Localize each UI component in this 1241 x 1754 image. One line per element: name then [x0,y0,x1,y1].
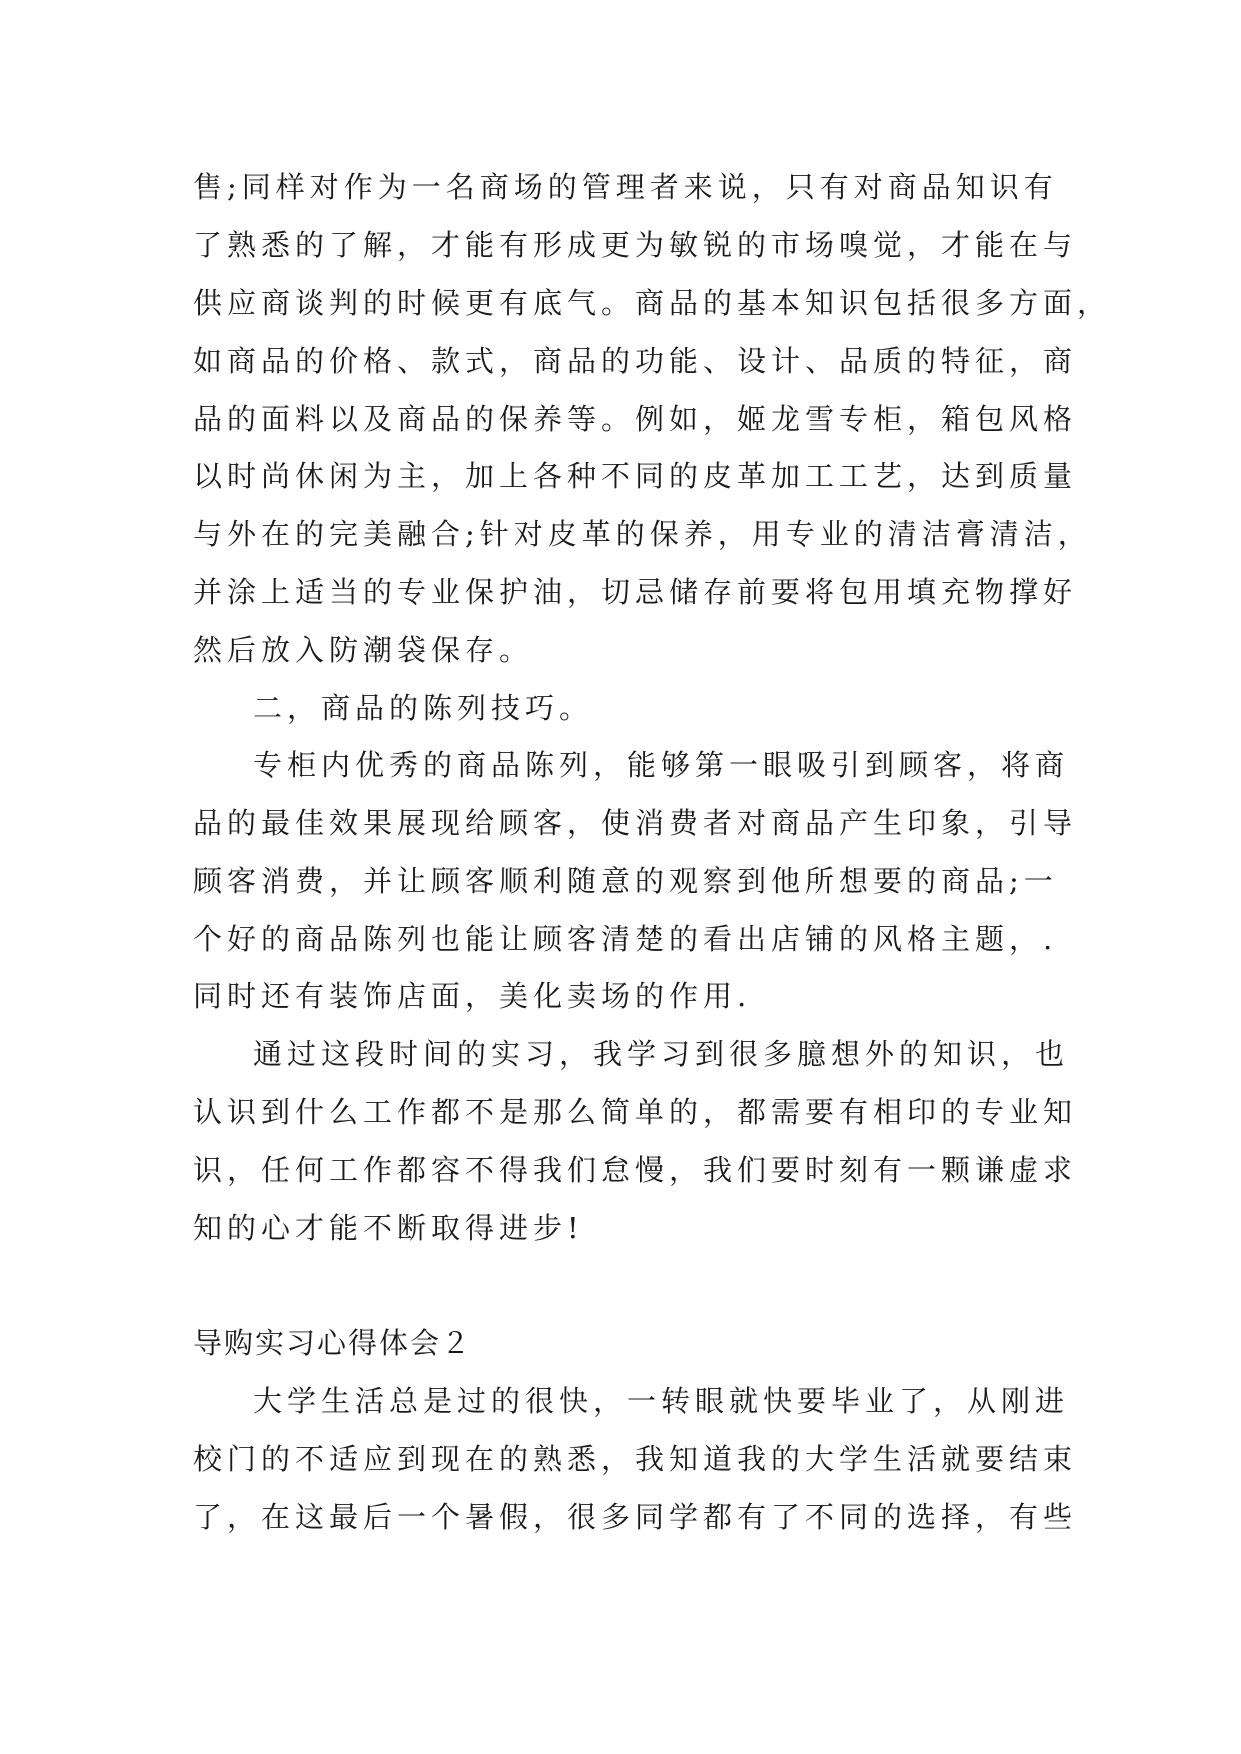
paragraph-line: 同时还有装饰店面，美化卖场的作用. [193,979,752,1013]
paragraph-line: 通过这段时间的实习，我学习到很多臆想外的知识，也 [253,1037,1070,1071]
paragraph-line: 知的心才能不断取得进步! [193,1211,584,1245]
section-heading: 二，商品的陈列技巧。 [253,691,594,725]
paragraph-line: 专柜内优秀的商品陈列，能够第一眼吸引到顾客，将商 [253,748,1070,782]
paragraph-line: 个好的商品陈列也能让顾客清楚的看出店铺的风格主题，. [193,922,1058,956]
paragraph-line: 校门的不适应到现在的熟悉，我知道我的大学生活就要结束 [193,1442,1078,1476]
article-title: 导购实习心得体会２ [193,1326,473,1360]
paragraph-line: 供应商谈判的时候更有底气。商品的基本知识包括很多方面， [193,286,1112,320]
paragraph-line: 并涂上适当的专业保护油，切忌储存前要将包用填充物撑好 [193,575,1078,609]
paragraph-line: 顾客消费，并让顾客顺利随意的观察到他所想要的商品;一 [193,864,1058,898]
paragraph-line: 大学生活总是过的很快，一转眼就快要毕业了，从刚进 [253,1384,1070,1418]
paragraph-line: 与外在的完美融合;针对皮革的保养，用专业的清洁膏清洁， [193,517,1092,551]
paragraph-line: 然后放入防潮袋保存。 [193,633,534,667]
paragraph-line: 品的面料以及商品的保养等。例如，姬龙雪专柜，箱包风格 [193,402,1078,436]
paragraph-line: 认识到什么工作都不是那么简单的，都需要有相印的专业知 [193,1095,1078,1129]
paragraph-line: 品的最佳效果展现给顾客，使消费者对商品产生印象，引导 [193,806,1078,840]
paragraph-line: 以时尚休闲为主，加上各种不同的皮革加工工艺，达到质量 [193,459,1078,493]
paragraph-line: 了熟悉的了解，才能有形成更为敏锐的市场嗅觉，才能在与 [193,228,1078,262]
paragraph-line: 如商品的价格、款式，商品的功能、设计、品质的特征，商 [193,344,1078,378]
paragraph-line: 识，任何工作都容不得我们怠慢，我们要时刻有一颗谦虚求 [193,1153,1078,1187]
paragraph-line: 了，在这最后一个暑假，很多同学都有了不同的选择，有些 [193,1500,1078,1534]
paragraph-line: 售;同样对作为一名商场的管理者来说，只有对商品知识有 [193,170,1058,204]
